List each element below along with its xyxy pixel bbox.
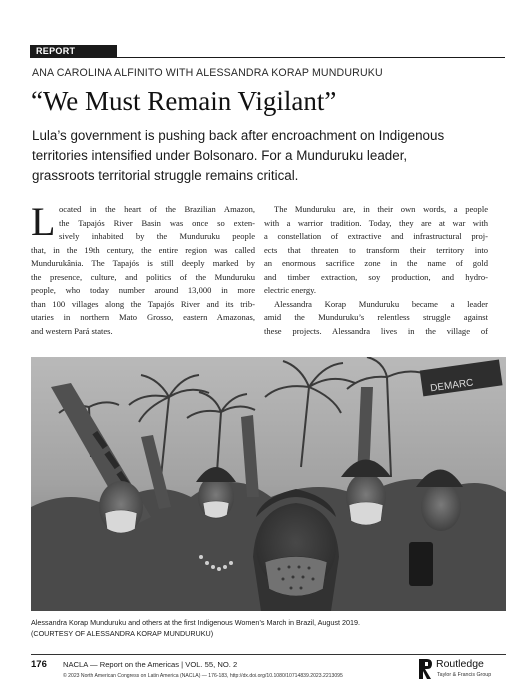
section-rule — [117, 57, 505, 58]
body-line: an enormous sacrifice zone in the name of gold — [264, 258, 488, 268]
caption-credit: (COURTESY OF ALESSANDRA KORAP MUNDURUKU) — [31, 629, 214, 638]
body-line: Mundurukânia. The Tapajós is still deeply marked by — [31, 258, 255, 268]
body-line: ocated in the heart of the Brazilian Amazon, — [59, 204, 255, 214]
banner-text: DEMARC — [429, 377, 475, 395]
body-line: sively inhabited by the Munduruku people — [59, 231, 255, 241]
body-line: and western Pará states. — [31, 325, 113, 336]
protest-photo — [31, 357, 506, 611]
body-line: a constellation of extractive and infrastructural proj- — [264, 231, 488, 241]
body-line: the presence, culture, and politics of the Munduruku — [31, 271, 255, 282]
body-line: that, in the 19th century, the entire region was called — [31, 244, 255, 255]
publisher-subtitle: Taylor & Francis Group — [437, 672, 492, 678]
dek-line: Lula’s government is pushing back after encroachment on Indigenous — [32, 128, 445, 143]
footer-rule — [31, 654, 506, 655]
body-column-right — [264, 203, 488, 338]
routledge-logo-icon — [419, 659, 432, 679]
body-line: utaries in northern Mato Grosso, eastern Amazonas, — [31, 312, 255, 322]
body-line: the Tapajós River Basin was once so exten- — [59, 217, 255, 228]
dek-line: grassroots territorial struggle remains critical. — [32, 168, 299, 183]
body-column-left — [31, 199, 255, 338]
footer-journal: NACLA — Report on the Americas | VOL. 55, NO. 2 — [63, 660, 238, 669]
page-number: 176 — [31, 659, 47, 670]
footer-copyright: © 2023 North American Congress on Latin America (NACLA) — 176-183, http://dx.doi.org/10.1080/10714839.2023.2213095 — [63, 673, 343, 679]
photo-caption — [31, 617, 511, 639]
body-line: Alessandra Korap Munduruku became a leader — [274, 298, 488, 309]
publisher-name: Routledge — [436, 658, 484, 670]
article-title: “We Must Remain Vigilant” — [31, 86, 337, 116]
body-line: electric energy. — [264, 285, 316, 295]
body-line: amid the Munduruku’s relentless struggle against — [264, 312, 488, 322]
section-label: REPORT — [36, 46, 76, 56]
body-line: these projects. Alessandra lives in the village of — [264, 325, 488, 336]
body-line: than 100 villages along the Tapajós River and its trib- — [31, 298, 255, 309]
body-line: ects that threaten to transform their territory into — [264, 244, 488, 255]
article-dek — [32, 126, 507, 186]
body-line: and timber extraction, soy production, and hydro- — [264, 271, 488, 282]
body-line: with a warrior tradition. Today, they are at war with — [264, 217, 488, 228]
drop-cap: L — [31, 199, 56, 244]
dek-line: territories intensified under Bolsonaro. For a Munduruku leader, — [32, 148, 408, 163]
article-authors: ANA CAROLINA ALFINITO WITH ALESSANDRA KORAP MUNDURUKU — [32, 67, 383, 79]
photo-illustration — [31, 357, 506, 611]
body-line: The Munduruku are, in their own words, a people — [274, 204, 488, 214]
body-line: people, who today number around 13,000 in more — [31, 285, 255, 295]
caption-text: Alessandra Korap Munduruku and others at the first Indigenous Women’s March in Brazil, August 2019. — [31, 618, 360, 627]
